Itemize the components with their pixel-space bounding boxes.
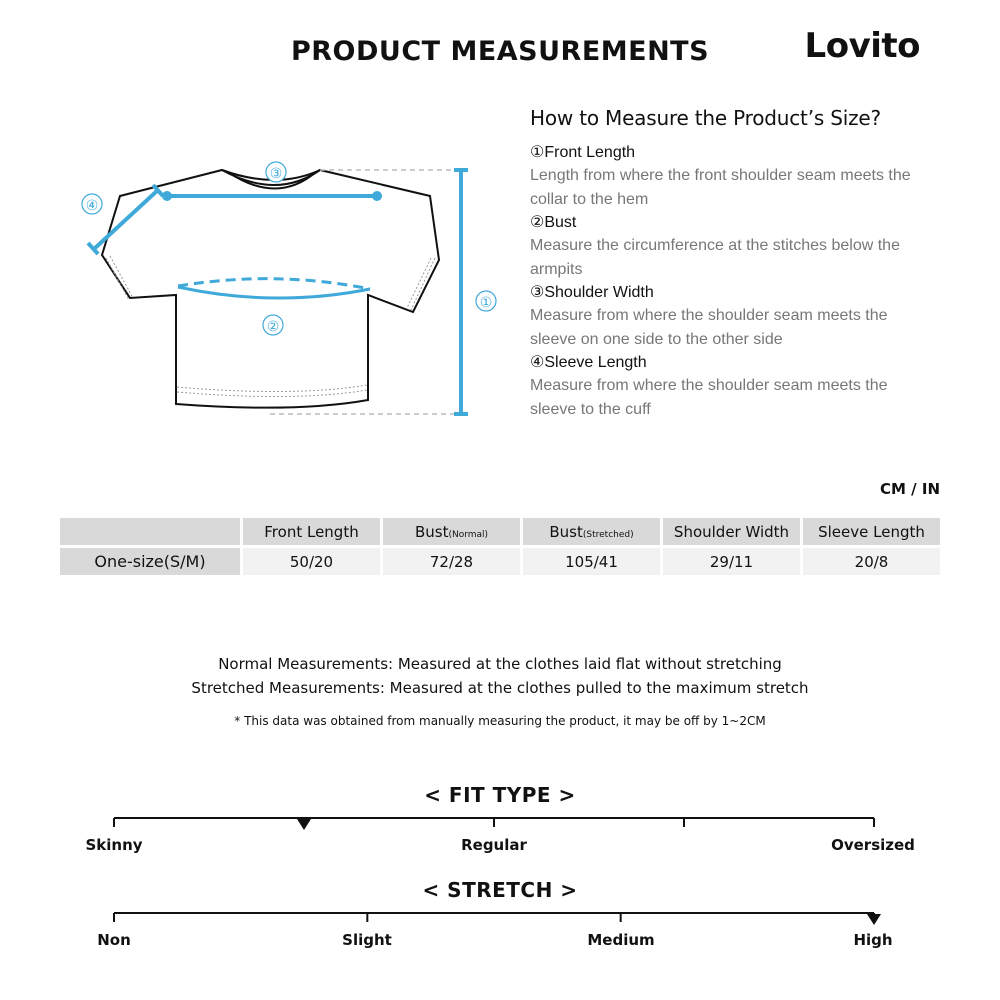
brand-logo: Lovito (804, 26, 920, 66)
measure-guide-title: How to Measure the Product’s Size? (530, 106, 881, 130)
guide-heading: ②Bust (530, 214, 577, 231)
table-cell: 50/20 (243, 548, 380, 575)
table-header-row (60, 518, 940, 545)
table-header (663, 518, 800, 545)
guide-heading: ①Front Length (530, 144, 636, 161)
fit-pointer-icon (297, 819, 311, 830)
bust-marker (178, 279, 370, 298)
table-header (243, 518, 380, 545)
header-main: Front Length (264, 522, 359, 541)
fit-label-oversized: Oversized (831, 836, 915, 854)
unit-label: CM / IN (880, 480, 940, 498)
header-sub: (Stretched) (582, 529, 634, 540)
tshirt-outline-icon (102, 170, 439, 408)
guide-item-front-length (530, 142, 930, 212)
guide-heading: ③Shoulder Width (530, 284, 654, 301)
header-main: Bust (549, 522, 583, 541)
marker-label-3: ③ (269, 166, 283, 182)
guide-item-shoulder-width (530, 282, 930, 352)
guide-description: Length from where the front shoulder seam meets the collar to the hem (530, 167, 911, 208)
stretch-label-medium: Medium (587, 931, 655, 949)
header-main: Shoulder Width (673, 522, 790, 541)
normal-measurement-note: Normal Measurements: Measured at the clothes laid flat without stretching (218, 655, 782, 673)
table-header (803, 518, 940, 545)
front-length-marker (454, 170, 468, 414)
fit-label-skinny: Skinny (85, 836, 143, 854)
stretch-pointer-icon (867, 914, 881, 925)
table-cell: 72/28 (383, 548, 520, 575)
stretch-title: < STRETCH > (422, 878, 578, 902)
stretch-label-non: Non (97, 931, 131, 949)
marker-label-2: ② (266, 319, 280, 335)
guide-description: Measure from where the shoulder seam meets the sleeve on one side to the other side (530, 307, 888, 348)
table-cell: 29/11 (663, 548, 800, 575)
guide-item-bust (530, 212, 930, 282)
guide-description: Measure from where the shoulder seam meets the sleeve to the cuff (530, 377, 888, 418)
tshirt-diagram (70, 150, 510, 430)
page-title: PRODUCT MEASUREMENTS (290, 36, 710, 67)
shoulder-width-marker (164, 193, 380, 199)
stretch-label-slight: Slight (342, 931, 392, 949)
table-cell: 20/8 (803, 548, 940, 575)
guide-heading: ④Sleeve Length (530, 354, 647, 371)
fit-label-regular: Regular (461, 836, 527, 854)
marker-label-4: ④ (85, 198, 99, 214)
table-header-blank (60, 518, 240, 545)
fit-type-title: < FIT TYPE > (424, 783, 576, 807)
table-header (383, 518, 520, 545)
size-table (57, 515, 943, 578)
header-main: Bust (414, 522, 449, 541)
table-header (523, 518, 660, 545)
guide-description: Measure the circumference at the stitches below the armpits (530, 237, 900, 278)
table-row (60, 548, 940, 575)
stretch-label-high: High (853, 931, 893, 949)
marker-label-1: ① (479, 295, 493, 311)
table-cell: 105/41 (523, 548, 660, 575)
measure-guide (530, 106, 930, 422)
stretch-scale (100, 905, 890, 935)
stretched-measurement-note: Stretched Measurements: Measured at the clothes pulled to the maximum stretch (191, 679, 809, 697)
guide-item-sleeve-length (530, 352, 930, 422)
header-sub: (Normal) (448, 529, 489, 540)
disclaimer-note: * This data was obtained from manually measuring the product, it may be off by 1~2CM (234, 714, 766, 728)
row-label: One-size(S/M) (60, 548, 240, 575)
header-main: Sleeve Length (818, 522, 925, 541)
